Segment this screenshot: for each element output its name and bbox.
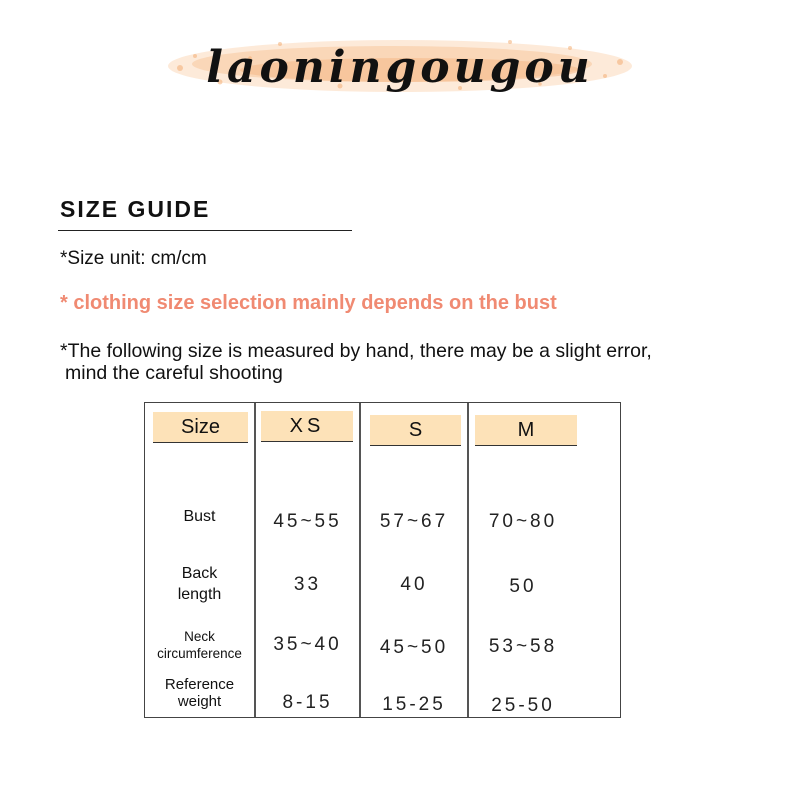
measurement-disclaimer: [60, 340, 652, 384]
size-table: [144, 402, 621, 718]
cell-m-weight: 25-50: [491, 695, 555, 716]
cell-m-back-length: 50: [509, 576, 537, 597]
row-label-bust: Bust: [183, 508, 216, 525]
row-label-neck-circumference: Neck circumference: [157, 629, 242, 661]
size-unit-text: *Size unit: cm/cm: [60, 248, 207, 269]
cell-m-neck: 53~58: [488, 636, 558, 657]
column-s: [361, 403, 467, 717]
cell-xs-weight: 8-15: [282, 692, 333, 713]
disclaimer-line-2: mind the careful shooting: [65, 362, 283, 384]
brand-logo: [160, 28, 640, 100]
disclaimer-line-1: *The following size is measured by hand, there may be a slight error,: [60, 340, 652, 362]
header-xs: XS: [261, 411, 353, 442]
cell-xs-back-length: 33: [293, 574, 322, 595]
cell-s-neck: 45~50: [379, 637, 449, 658]
cell-s-bust: 57~67: [379, 511, 449, 532]
column-xs: [256, 403, 359, 717]
cell-s-back-length: 40: [400, 574, 428, 595]
cell-xs-neck: 35~40: [273, 634, 342, 655]
header-s: S: [370, 415, 461, 446]
title-underline: [58, 230, 352, 231]
header-size: Size: [153, 412, 248, 443]
page-title: SIZE GUIDE: [60, 196, 211, 222]
header-m: M: [475, 415, 577, 446]
bust-note: * clothing size selection mainly depends on the bust: [60, 292, 557, 314]
cell-s-weight: 15-25: [382, 694, 446, 715]
row-label-reference-weight: Reference weight: [164, 676, 235, 710]
row-label-back-length: Back length: [177, 565, 222, 603]
label-column: [145, 403, 254, 717]
cell-xs-bust: 45~55: [273, 511, 342, 532]
column-m: [469, 403, 619, 717]
brand-name: laoningougou: [206, 42, 594, 93]
cell-m-bust: 70~80: [488, 511, 558, 532]
